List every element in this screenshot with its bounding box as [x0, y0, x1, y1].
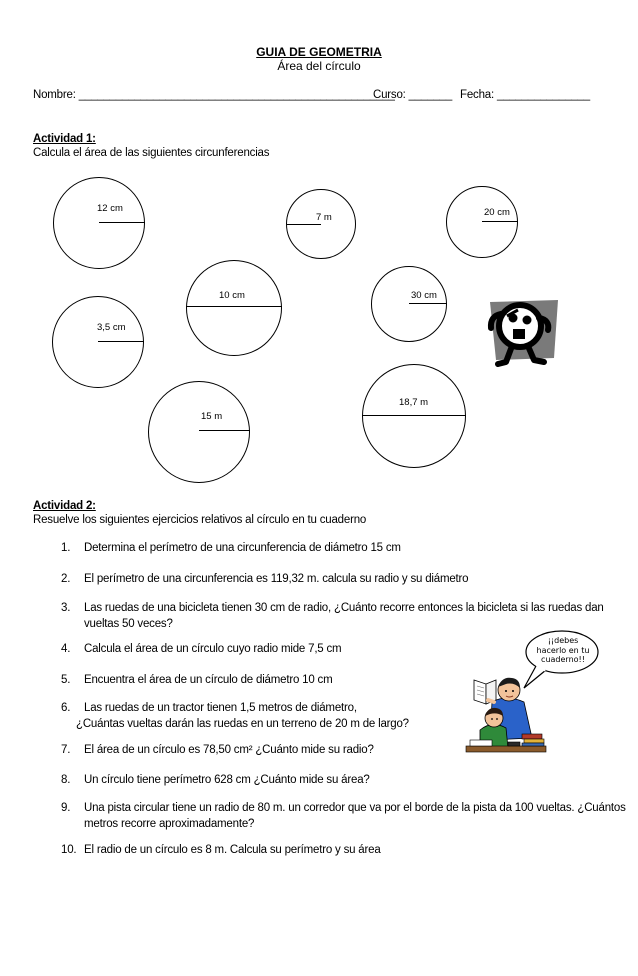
date-field: Fecha: _______________ — [460, 89, 590, 101]
circle-30cm-label: 30 cm — [411, 290, 437, 301]
name-field: Nombre: ___________________________________________________ — [33, 89, 395, 101]
circle-15m-label: 15 m — [201, 411, 223, 422]
activity2-heading: Actividad 2: — [33, 500, 96, 512]
circle-12cm-radius — [99, 222, 145, 223]
circle-20cm-radius — [482, 221, 518, 222]
kids-studying-illustration-icon — [462, 668, 552, 760]
circle-15m-radius — [199, 430, 250, 431]
exercise-number: 2. — [61, 573, 71, 585]
exercise-text: El perímetro de una circunferencia es 119,32 m. calcula su radio y su diámetro — [84, 573, 469, 585]
exercise-text: El área de un círculo es 78,50 cm² ¿Cuánto mide su radio? — [84, 744, 374, 756]
circle-12cm — [53, 177, 145, 269]
exercise-number: 10. — [61, 844, 77, 856]
circle-18-7m — [362, 364, 466, 468]
exercise-number: 7. — [61, 744, 71, 756]
course-field: Curso: _______ — [373, 89, 453, 101]
circle-10cm — [186, 260, 282, 356]
circle-12cm-label: 12 cm — [97, 203, 123, 214]
circle-30cm-radius — [409, 303, 447, 304]
exercise-number: 5. — [61, 674, 71, 686]
speech-bubble-line: cuaderno!! — [541, 655, 585, 664]
circle-20cm-label: 20 cm — [484, 207, 510, 218]
exercise-number: 1. — [61, 542, 71, 554]
exercise-text: El radio de un círculo es 8 m. Calcula su perímetro y su área — [84, 844, 381, 856]
circle-7m-radius — [287, 224, 321, 225]
activity2-instruction: Resuelve los siguientes ejercicios relativos al círculo en tu cuaderno — [33, 514, 367, 526]
circle-18-7m-diameter — [362, 415, 466, 416]
circle-20cm — [446, 186, 518, 258]
page-subtitle: Área del círculo — [277, 59, 361, 73]
speech-bubble-line: ¡¡debes — [547, 636, 579, 645]
exercise-text: Determina el perímetro de una circunferencia de diámetro 15 cm — [84, 542, 401, 554]
circle-10cm-label: 10 cm — [219, 290, 245, 301]
circle-18-7m-label: 18,7 m — [399, 397, 429, 408]
exercise-text: ¿Cuántas vueltas darán las ruedas en un terreno de 20 m de largo? — [76, 718, 409, 730]
activity1-heading: Actividad 1: — [33, 133, 96, 145]
circle-7m-label: 7 m — [316, 212, 332, 223]
circle-10cm-diameter — [186, 306, 282, 307]
circle-3-5cm-label: 3,5 cm — [97, 322, 126, 333]
exercise-number: 3. — [61, 602, 71, 614]
exercise-text: vueltas 50 veces? — [84, 618, 173, 630]
exercise-number: 6. — [61, 702, 71, 714]
circle-15m — [148, 381, 250, 483]
exercise-text: Calcula el área de un círculo cuyo radio mide 7,5 cm — [84, 643, 342, 655]
exercise-text: Encuentra el área de un círculo de diámetro 10 cm — [84, 674, 333, 686]
exercise-text: Las ruedas de un tractor tienen 1,5 metros de diámetro, — [84, 702, 357, 714]
exercise-number: 9. — [61, 802, 71, 814]
speech-bubble-text — [528, 636, 598, 665]
exercise-number: 4. — [61, 643, 71, 655]
speech-bubble-line: hacerlo en tu — [536, 645, 590, 655]
circle-30cm — [371, 266, 447, 342]
exercise-number: 8. — [61, 774, 71, 786]
page-title: GUIA DE GEOMETRIA — [256, 45, 382, 59]
exercise-text: Una pista circular tiene un radio de 80 m. un corredor que va por el borde de la pista da 100 vueltas. ¿Cuántos — [84, 802, 626, 814]
confused-face-icon — [482, 296, 564, 370]
circle-3-5cm-radius — [98, 341, 144, 342]
exercise-text: metros recorre aproximadamente? — [84, 818, 255, 830]
activity1-instruction: Calcula el área de las siguientes circunferencias — [33, 147, 270, 159]
circle-3-5cm — [52, 296, 144, 388]
exercise-text: Las ruedas de una bicicleta tienen 30 cm de radio, ¿Cuánto recorre entonces la bicicleta si las ruedas dan — [84, 602, 604, 614]
exercise-text: Un círculo tiene perímetro 628 cm ¿Cuánto mide su área? — [84, 774, 370, 786]
